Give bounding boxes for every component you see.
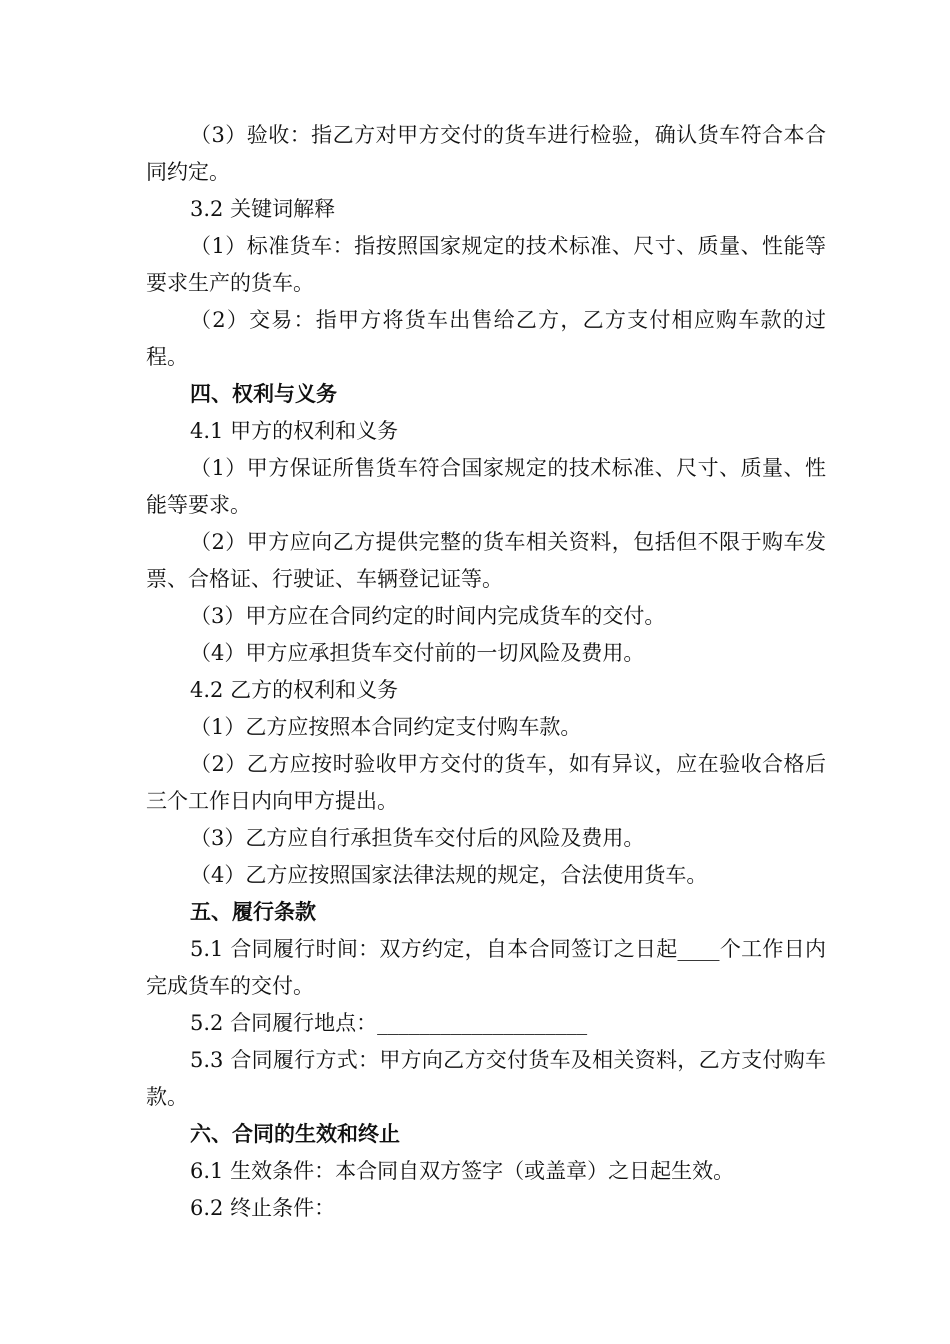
paragraph-acceptance-definition: （3）验收：指乙方对甲方交付的货车进行检验，确认货车符合本合同约定。: [146, 123, 826, 184]
section-heading-rights-obligations: 四、权利与义务: [190, 382, 337, 406]
paragraph-party-b-item-2: （2）乙方应按时验收甲方交付的货车，如有异议，应在验收合格后三个工作日内向甲方提出。: [146, 752, 826, 813]
paragraph-4-2-heading: 4.2 乙方的权利和义务: [190, 678, 399, 702]
paragraph-3-2-heading: 3.2 关键词解释: [190, 197, 336, 221]
document-body: [146, 117, 826, 1227]
paragraph-standard-truck-definition: （1）标准货车：指按照国家规定的技术标准、尺寸、质量、性能等要求生产的货车。: [146, 234, 826, 295]
paragraph-performance-place: 5.2 合同履行地点：____________________: [190, 1011, 588, 1035]
paragraph-4-1-heading: 4.1 甲方的权利和义务: [190, 419, 399, 443]
paragraph-party-a-item-3: （3）甲方应在合同约定的时间内完成货车的交付。: [190, 604, 666, 628]
section-heading-effect-termination: 六、合同的生效和终止: [190, 1122, 400, 1146]
paragraph-performance-time: 5.1 合同履行时间：双方约定，自本合同签订之日起____个工作日内完成货车的交付。: [146, 937, 826, 998]
paragraph-party-b-item-3: （3）乙方应自行承担货车交付后的风险及费用。: [190, 826, 645, 850]
paragraph-party-a-item-2: （2）甲方应向乙方提供完整的货车相关资料，包括但不限于购车发票、合格证、行驶证、车辆登记证等。: [146, 530, 826, 591]
paragraph-party-b-item-1: （1）乙方应按照本合同约定支付购车款。: [190, 715, 582, 739]
paragraph-transaction-definition: （2）交易：指甲方将货车出售给乙方，乙方支付相应购车款的过程。: [146, 308, 826, 369]
paragraph-performance-method: 5.3 合同履行方式：甲方向乙方交付货车及相关资料，乙方支付购车款。: [146, 1048, 826, 1109]
paragraph-termination-conditions: 6.2 终止条件：: [190, 1196, 336, 1220]
paragraph-party-b-item-4: （4）乙方应按照国家法律法规的规定，合法使用货车。: [190, 863, 708, 887]
paragraph-party-a-item-4: （4）甲方应承担货车交付前的一切风险及费用。: [190, 641, 645, 665]
paragraph-effective-conditions: 6.1 生效条件：本合同自双方签字（或盖章）之日起生效。: [190, 1159, 735, 1183]
section-heading-performance: 五、履行条款: [190, 900, 316, 924]
paragraph-party-a-item-1: （1）甲方保证所售货车符合国家规定的技术标准、尺寸、质量、性能等要求。: [146, 456, 826, 517]
